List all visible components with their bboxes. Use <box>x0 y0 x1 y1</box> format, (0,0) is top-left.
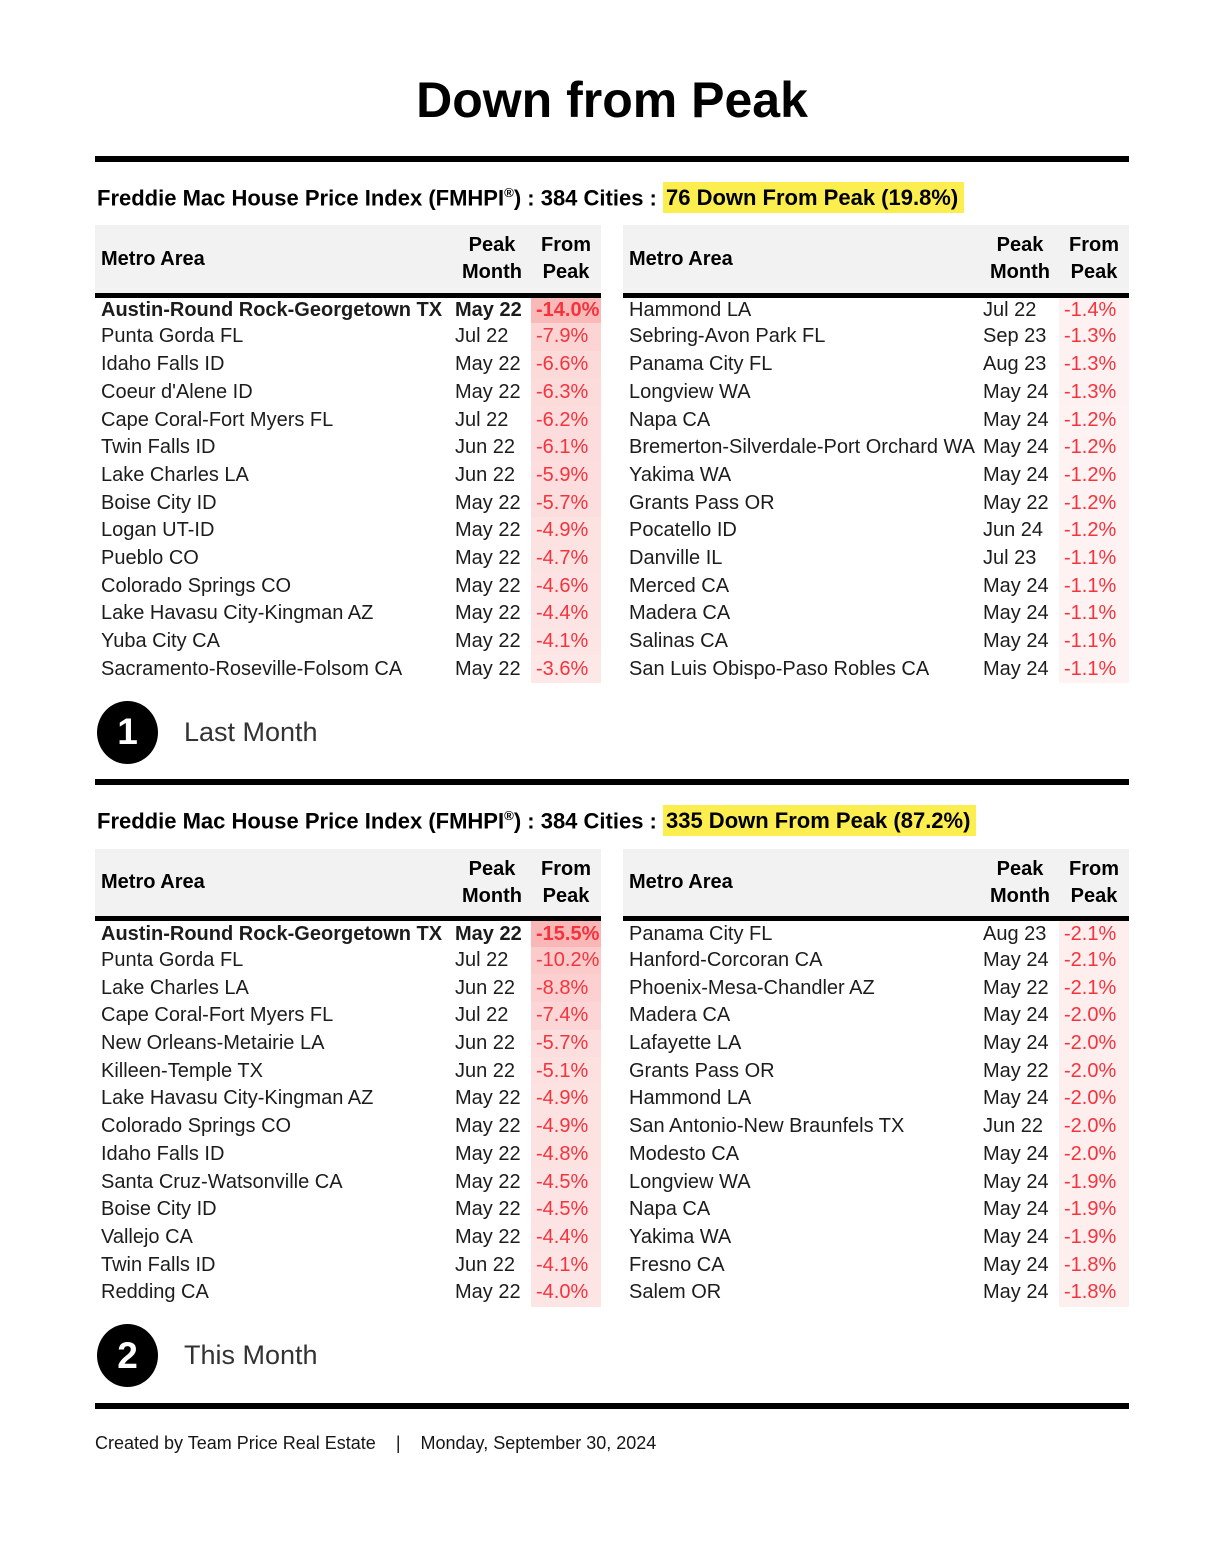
peak-month-header: Peak Month <box>981 225 1059 295</box>
table-row <box>623 1113 1129 1141</box>
peak-month-cell: May 24 <box>983 949 1049 971</box>
metro-area-cell: Danville IL <box>629 546 723 569</box>
from-peak-cell: -1.1% <box>1059 600 1129 628</box>
peak-month-cell: Jul 22 <box>455 325 509 348</box>
metro-tables <box>95 225 1129 683</box>
metro-area-cell: Pueblo CO <box>101 546 199 569</box>
metro-area-cell: Hanford-Corcoran CA <box>629 949 823 971</box>
peak-month-cell: Jun 22 <box>455 1253 516 1276</box>
from-peak-cell: -5.1% <box>531 1057 601 1085</box>
peak-month-cell: May 22 <box>455 630 521 653</box>
table-right <box>623 849 1129 1307</box>
metro-area-header: Metro Area <box>95 225 453 295</box>
table-row <box>95 545 601 573</box>
heading-prefix: Freddie Mac House Price Index (FMHPI <box>97 808 505 834</box>
peak-month-cell: May 22 <box>455 353 521 376</box>
peak-month-cell: May 24 <box>983 1225 1049 1248</box>
metro-area-cell: Yakima WA <box>629 1225 732 1248</box>
metro-area-cell: Lafayette LA <box>629 1032 742 1055</box>
page-footer <box>95 1433 1129 1454</box>
from-peak-cell: -4.6% <box>531 572 601 600</box>
peak-month-cell: May 22 <box>455 657 521 680</box>
table-row <box>623 434 1129 462</box>
heading-suffix: ) : 384 Cities : <box>513 184 663 210</box>
metro-table <box>95 225 601 683</box>
metro-area-cell: Salem OR <box>629 1281 722 1304</box>
from-peak-cell: -4.5% <box>531 1168 601 1196</box>
registered-mark: ® <box>504 184 514 200</box>
table-header-row <box>623 849 1129 919</box>
table-row <box>623 489 1129 517</box>
metro-area-cell: Sebring-Avon Park FL <box>629 325 826 348</box>
table-row <box>95 1002 601 1030</box>
from-peak-cell: -1.8% <box>1059 1279 1129 1307</box>
table-row <box>623 462 1129 490</box>
peak-month-cell: May 24 <box>983 1170 1049 1193</box>
from-peak-cell: -4.4% <box>531 1224 601 1252</box>
metro-area-cell: Lake Charles LA <box>101 463 249 486</box>
metro-area-cell: Merced CA <box>629 574 730 597</box>
metro-tables <box>95 849 1129 1307</box>
from-peak-cell: -14.0% <box>531 295 601 323</box>
heading-prefix: Freddie Mac House Price Index (FMHPI <box>97 184 505 210</box>
peak-month-cell: May 24 <box>983 574 1049 597</box>
peak-month-cell: May 22 <box>983 1059 1049 1082</box>
from-peak-header: From Peak <box>1059 849 1129 919</box>
table-header-row <box>623 225 1129 295</box>
table-row <box>95 1224 601 1252</box>
metro-area-cell: Twin Falls ID <box>101 436 216 459</box>
metro-area-cell: Boise City ID <box>101 1198 217 1221</box>
metro-area-cell: Pocatello ID <box>629 519 737 542</box>
peak-month-cell: May 22 <box>455 519 521 542</box>
table-right <box>623 225 1129 683</box>
table-row <box>95 600 601 628</box>
from-peak-cell: -10.2% <box>531 947 601 975</box>
metro-area-cell: Lake Havasu City-Kingman AZ <box>101 1087 374 1110</box>
from-peak-cell: -1.1% <box>1059 545 1129 573</box>
metro-area-cell: Lake Charles LA <box>101 976 249 999</box>
from-peak-cell: -5.7% <box>531 1030 601 1058</box>
table-row <box>95 1168 601 1196</box>
heading-highlight: 335 Down From Peak (87.2%) <box>663 805 976 836</box>
metro-area-header: Metro Area <box>95 849 453 919</box>
page-title: Down from Peak <box>416 72 808 128</box>
metro-area-cell: Killeen-Temple TX <box>101 1059 263 1082</box>
peak-month-cell: Sep 23 <box>983 325 1047 348</box>
from-peak-cell: -2.0% <box>1059 1085 1129 1113</box>
peak-month-cell: May 24 <box>983 657 1049 680</box>
from-peak-cell: -1.8% <box>1059 1251 1129 1279</box>
metro-area-cell: Longview WA <box>629 1170 751 1193</box>
from-peak-cell: -4.4% <box>531 600 601 628</box>
table-row <box>95 655 601 683</box>
from-peak-cell: -1.9% <box>1059 1224 1129 1252</box>
table-row <box>95 351 601 379</box>
peak-month-cell: May 22 <box>455 299 522 322</box>
metro-area-cell: Colorado Springs CO <box>101 1115 292 1138</box>
peak-month-cell: May 22 <box>455 1087 521 1110</box>
peak-month-cell: May 24 <box>983 408 1049 431</box>
from-peak-cell: -4.1% <box>531 1251 601 1279</box>
peak-month-cell: Jul 23 <box>983 546 1037 569</box>
from-peak-cell: -1.1% <box>1059 572 1129 600</box>
table-row <box>95 1113 601 1141</box>
metro-area-header: Metro Area <box>623 225 981 295</box>
table-row <box>95 1279 601 1307</box>
from-peak-cell: -2.0% <box>1059 1057 1129 1085</box>
from-peak-cell: -1.2% <box>1059 434 1129 462</box>
table-row <box>623 1057 1129 1085</box>
from-peak-cell: -2.0% <box>1059 1002 1129 1030</box>
from-peak-cell: -4.8% <box>531 1140 601 1168</box>
section-this-month <box>95 807 1129 1388</box>
from-peak-cell: -4.7% <box>531 545 601 573</box>
peak-month-cell: May 24 <box>983 1198 1049 1221</box>
metro-area-cell: Vallejo CA <box>101 1225 193 1248</box>
table-row <box>623 628 1129 656</box>
table-row <box>623 1030 1129 1058</box>
peak-month-cell: May 24 <box>983 602 1049 625</box>
metro-table <box>95 849 601 1307</box>
table-row <box>95 1057 601 1085</box>
badge-label: Last Month <box>184 716 318 747</box>
peak-month-cell: May 22 <box>455 1225 521 1248</box>
section-heading <box>97 807 1129 836</box>
metro-area-cell: Salinas CA <box>629 630 728 653</box>
table-row <box>95 406 601 434</box>
metro-area-cell: Madera CA <box>629 1004 731 1027</box>
from-peak-header: From Peak <box>531 849 601 919</box>
peak-month-cell: Jun 22 <box>455 1032 516 1055</box>
table-row <box>623 1224 1129 1252</box>
badge-this-month <box>97 1324 1129 1388</box>
table-header-row <box>95 225 601 295</box>
table-row <box>95 1085 601 1113</box>
metro-area-cell: Santa Cruz-Watsonville CA <box>101 1170 343 1193</box>
table-row <box>95 1030 601 1058</box>
metro-area-cell: Napa CA <box>629 408 711 431</box>
peak-month-cell: May 22 <box>455 574 521 597</box>
peak-month-cell: May 22 <box>455 546 521 569</box>
metro-area-cell: Idaho Falls ID <box>101 1142 225 1165</box>
from-peak-cell: -15.5% <box>531 919 601 947</box>
peak-month-cell: May 22 <box>983 491 1049 514</box>
metro-area-cell: Hammond LA <box>629 1087 752 1110</box>
metro-area-cell: Boise City ID <box>101 491 217 514</box>
metro-area-header: Metro Area <box>623 849 981 919</box>
from-peak-cell: -7.4% <box>531 1002 601 1030</box>
table-row <box>95 462 601 490</box>
divider-middle <box>95 779 1129 785</box>
table-header-row <box>95 849 601 919</box>
table-row <box>623 545 1129 573</box>
from-peak-cell: -8.8% <box>531 974 601 1002</box>
footer-date: Monday, September 30, 2024 <box>420 1432 657 1453</box>
badge-last-month <box>97 700 1129 764</box>
metro-area-cell: Colorado Springs CO <box>101 574 292 597</box>
metro-table <box>623 225 1129 683</box>
metro-area-cell: Cape Coral-Fort Myers FL <box>101 408 334 431</box>
peak-month-cell: May 24 <box>983 380 1049 403</box>
metro-area-cell: Yuba City CA <box>101 630 220 653</box>
from-peak-cell: -1.9% <box>1059 1168 1129 1196</box>
peak-month-cell: May 24 <box>983 1087 1049 1110</box>
badge-number: 1 <box>97 701 158 764</box>
from-peak-cell: -6.3% <box>531 378 601 406</box>
from-peak-cell: -1.9% <box>1059 1196 1129 1224</box>
table-row <box>623 1002 1129 1030</box>
table-row <box>95 517 601 545</box>
metro-table <box>623 849 1129 1307</box>
from-peak-cell: -1.3% <box>1059 351 1129 379</box>
from-peak-header: From Peak <box>1059 225 1129 295</box>
peak-month-cell: May 22 <box>455 1142 521 1165</box>
peak-month-cell: May 24 <box>983 463 1049 486</box>
table-row <box>623 1168 1129 1196</box>
table-row <box>95 1251 601 1279</box>
table-row <box>623 947 1129 975</box>
from-peak-cell: -1.1% <box>1059 655 1129 683</box>
metro-area-cell: Modesto CA <box>629 1142 740 1165</box>
table-row <box>95 572 601 600</box>
from-peak-cell: -7.9% <box>531 323 601 351</box>
from-peak-cell: -4.0% <box>531 1279 601 1307</box>
from-peak-cell: -2.1% <box>1059 974 1129 1002</box>
table-row <box>95 434 601 462</box>
heading-highlight: 76 Down From Peak (19.8%) <box>663 182 964 213</box>
table-row <box>623 378 1129 406</box>
divider-bottom <box>95 1403 1129 1409</box>
table-row <box>623 1251 1129 1279</box>
table-row <box>623 655 1129 683</box>
metro-area-cell: Yakima WA <box>629 463 732 486</box>
heading-suffix: ) : 384 Cities : <box>513 808 663 834</box>
peak-month-cell: Aug 23 <box>983 353 1047 376</box>
peak-month-cell: May 24 <box>983 1142 1049 1165</box>
metro-area-cell: Austin-Round Rock-Georgetown TX <box>101 922 443 945</box>
from-peak-cell: -2.0% <box>1059 1030 1129 1058</box>
table-row <box>623 974 1129 1002</box>
badge-label: This Month <box>184 1340 318 1371</box>
from-peak-cell: -4.9% <box>531 1085 601 1113</box>
peak-month-cell: May 24 <box>983 1281 1049 1304</box>
table-row <box>95 1196 601 1224</box>
from-peak-cell: -1.3% <box>1059 378 1129 406</box>
table-row <box>623 1196 1129 1224</box>
metro-area-cell: Coeur d'Alene ID <box>101 380 253 403</box>
peak-month-cell: Jul 22 <box>983 299 1037 322</box>
from-peak-cell: -1.2% <box>1059 406 1129 434</box>
peak-month-cell: May 22 <box>455 1115 521 1138</box>
table-row <box>623 351 1129 379</box>
metro-area-cell: Bremerton-Silverdale-Port Orchard WA <box>629 436 976 459</box>
footer-separator: | <box>395 1432 401 1453</box>
peak-month-header: Peak Month <box>981 849 1059 919</box>
table-row <box>95 974 601 1002</box>
peak-month-cell: May 22 <box>455 491 521 514</box>
peak-month-header: Peak Month <box>453 849 531 919</box>
table-row <box>623 295 1129 323</box>
table-left <box>95 225 601 683</box>
from-peak-cell: -4.9% <box>531 517 601 545</box>
table-left <box>95 849 601 1307</box>
metro-area-cell: Grants Pass OR <box>629 491 775 514</box>
from-peak-cell: -2.0% <box>1059 1113 1129 1141</box>
metro-area-cell: Idaho Falls ID <box>101 353 225 376</box>
from-peak-cell: -4.9% <box>531 1113 601 1141</box>
from-peak-cell: -6.6% <box>531 351 601 379</box>
table-row <box>95 947 601 975</box>
peak-month-cell: May 24 <box>983 436 1049 459</box>
metro-area-cell: Logan UT-ID <box>101 519 215 542</box>
metro-area-cell: Grants Pass OR <box>629 1059 775 1082</box>
from-peak-cell: -1.1% <box>1059 628 1129 656</box>
metro-area-cell: San Luis Obispo-Paso Robles CA <box>629 657 930 680</box>
peak-month-cell: May 22 <box>455 1198 521 1221</box>
peak-month-cell: Jul 22 <box>455 1004 509 1027</box>
registered-mark: ® <box>504 808 514 824</box>
peak-month-cell: May 24 <box>983 1032 1049 1055</box>
from-peak-cell: -2.1% <box>1059 947 1129 975</box>
badge-number: 2 <box>97 1324 158 1387</box>
table-row <box>95 295 601 323</box>
metro-area-cell: Twin Falls ID <box>101 1253 216 1276</box>
peak-month-header: Peak Month <box>453 225 531 295</box>
section-last-month <box>95 184 1129 765</box>
metro-area-cell: Cape Coral-Fort Myers FL <box>101 1004 334 1027</box>
metro-area-cell: Redding CA <box>101 1281 209 1304</box>
peak-month-cell: Jun 22 <box>983 1115 1044 1138</box>
metro-area-cell: Lake Havasu City-Kingman AZ <box>101 602 374 625</box>
peak-month-cell: May 22 <box>455 1170 521 1193</box>
from-peak-cell: -5.7% <box>531 489 601 517</box>
peak-month-cell: May 22 <box>455 922 522 945</box>
from-peak-cell: -3.6% <box>531 655 601 683</box>
table-row <box>623 406 1129 434</box>
metro-area-cell: Sacramento-Roseville-Folsom CA <box>101 657 403 680</box>
peak-month-cell: Aug 23 <box>983 922 1047 945</box>
peak-month-cell: Jun 22 <box>455 436 516 459</box>
from-peak-cell: -5.9% <box>531 462 601 490</box>
metro-area-cell: Madera CA <box>629 602 731 625</box>
from-peak-cell: -4.5% <box>531 1196 601 1224</box>
table-row <box>623 600 1129 628</box>
metro-area-cell: Punta Gorda FL <box>101 325 244 348</box>
table-row <box>623 323 1129 351</box>
peak-month-cell: May 22 <box>983 976 1049 999</box>
footer-credit: Created by Team Price Real Estate <box>95 1432 376 1453</box>
table-row <box>623 1140 1129 1168</box>
peak-month-cell: May 24 <box>983 1004 1049 1027</box>
table-row <box>623 517 1129 545</box>
from-peak-cell: -6.1% <box>531 434 601 462</box>
from-peak-header: From Peak <box>531 225 601 295</box>
table-row <box>623 1085 1129 1113</box>
metro-area-cell: Punta Gorda FL <box>101 949 244 971</box>
metro-area-cell: Longview WA <box>629 380 751 403</box>
metro-area-cell: Panama City FL <box>629 922 773 945</box>
peak-month-cell: May 24 <box>983 630 1049 653</box>
metro-area-cell: Napa CA <box>629 1198 711 1221</box>
peak-month-cell: May 22 <box>455 1281 521 1304</box>
metro-area-cell: New Orleans-Metairie LA <box>101 1032 325 1055</box>
table-row <box>623 919 1129 947</box>
from-peak-cell: -1.2% <box>1059 462 1129 490</box>
from-peak-cell: -2.1% <box>1059 919 1129 947</box>
peak-month-cell: Jul 22 <box>455 408 509 431</box>
table-row <box>95 919 601 947</box>
from-peak-cell: -1.2% <box>1059 517 1129 545</box>
table-row <box>623 572 1129 600</box>
metro-area-cell: Hammond LA <box>629 299 752 322</box>
from-peak-cell: -1.2% <box>1059 489 1129 517</box>
metro-area-cell: Panama City FL <box>629 353 773 376</box>
peak-month-cell: May 22 <box>455 380 521 403</box>
peak-month-cell: Jun 22 <box>455 1059 516 1082</box>
peak-month-cell: Jun 22 <box>455 976 516 999</box>
table-row <box>95 1140 601 1168</box>
metro-area-cell: San Antonio-New Braunfels TX <box>629 1115 905 1138</box>
metro-area-cell: Austin-Round Rock-Georgetown TX <box>101 299 443 322</box>
from-peak-cell: -1.3% <box>1059 323 1129 351</box>
peak-month-cell: May 22 <box>455 602 521 625</box>
peak-month-cell: Jun 24 <box>983 519 1044 542</box>
table-row <box>623 1279 1129 1307</box>
divider-top <box>95 156 1129 162</box>
table-row <box>95 489 601 517</box>
metro-area-cell: Fresno CA <box>629 1253 725 1276</box>
from-peak-cell: -4.1% <box>531 628 601 656</box>
from-peak-cell: -2.0% <box>1059 1140 1129 1168</box>
from-peak-cell: -1.4% <box>1059 295 1129 323</box>
table-row <box>95 378 601 406</box>
metro-area-cell: Phoenix-Mesa-Chandler AZ <box>629 976 875 999</box>
peak-month-cell: Jun 22 <box>455 463 516 486</box>
from-peak-cell: -6.2% <box>531 406 601 434</box>
section-heading <box>97 184 1129 213</box>
table-row <box>95 323 601 351</box>
peak-month-cell: Jul 22 <box>455 949 509 971</box>
peak-month-cell: May 24 <box>983 1253 1049 1276</box>
table-row <box>95 628 601 656</box>
